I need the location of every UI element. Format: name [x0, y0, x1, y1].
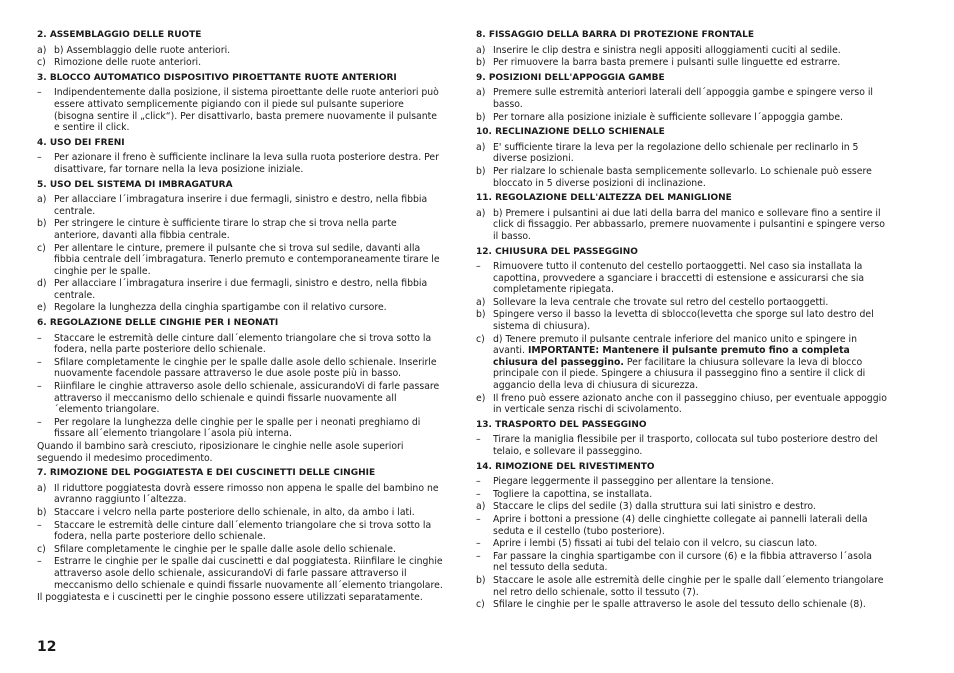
list-item-text: Aprire i lembi (5) fissati ai tubi del telaio con il velcro, su ciascun lato. — [493, 538, 818, 550]
list-marker: c) — [476, 599, 485, 611]
list-item — [476, 57, 888, 69]
list-marker: – — [37, 332, 42, 344]
list-item — [476, 208, 888, 243]
list-item-text: Far passare la cinghia spartigambe con il cursore (6) e la fibbia attraverso l´asola nel tessuto della seduta. — [493, 550, 872, 574]
list-item-text: Staccare le estremità delle cinture dall´elemento triangolare che si trova sotto la fodera, nella parte posteriore dello schienale. — [54, 519, 432, 543]
list-marker: – — [476, 538, 481, 550]
list-item-text: Per tornare alla posizione iniziale è sufficiente sollevare l´appoggia gambe. — [493, 111, 843, 123]
list-marker: c) — [476, 333, 485, 345]
list-marker: a) — [476, 207, 486, 219]
list-item — [476, 538, 888, 550]
list-item-text: Inserire le clip destra e sinistra negli appositi alloggiamenti cuciti al sedile. — [493, 44, 841, 56]
left-column — [37, 30, 443, 608]
list-item-text: Aprire i bottoni a pressione (4) delle cinghiette collegate ai pannelli laterali della seduta e il cestello (tubo posteriore). — [493, 513, 868, 537]
list-item — [476, 514, 888, 537]
list-marker: – — [37, 519, 42, 531]
list-item-text: Riinfilare le cinghie attraverso asole dello schienale, assicurandoVi di farle passare attraverso il meccanismo dello schienale e quindi fissarle nuovamente all´elemento triangolare. — [54, 381, 440, 416]
list-marker: d) — [37, 278, 47, 290]
list-item-text: Estrarre le cinghie per le spalle dai cuscinetti e dal poggiatesta. Riinfilare le cinghie attraverso asole dello schienale, assicurandoVi di farle passare attraverso il meccanismo dello schienale e quindi fissarle nuovamente all´elemento triangolare. — [54, 556, 443, 591]
section-title: 9. POSIZIONI DELL'APPOGGIA GAMBE — [476, 72, 665, 83]
list-marker: b) — [476, 574, 486, 586]
list-marker: a) — [476, 501, 486, 513]
list-item — [476, 489, 888, 501]
section-title: 7. RIMOZIONE DEL POGGIATESTA E DEI CUSCINETTI DELLE CINGHIE — [37, 468, 376, 479]
list-marker: a) — [37, 194, 47, 206]
section-title: 4. USO DEI FRENI — [37, 137, 125, 148]
list-item — [37, 333, 443, 356]
list-item-text: Staccare le asole alle estremità delle cinghie per le spalle dall´elemento triangolare nel retro dello schienale, sotto il tessuto (7). — [493, 574, 884, 598]
right-column — [476, 30, 888, 615]
section-title: 13. TRASPORTO DEL PASSEGGINO — [476, 419, 647, 430]
list-marker: a) — [476, 44, 486, 56]
section-title: 5. USO DEL SISTEMA DI IMBRAGATURA — [37, 179, 233, 190]
list-item-text: E' sufficiente tirare la leva per la regolazione dello schienale per reclinarlo in 5 diverse posizioni. — [493, 141, 859, 165]
section-13-trasporto-del-passeggino — [476, 420, 888, 458]
list-marker: b) — [37, 218, 47, 230]
list-item — [37, 87, 443, 133]
section-5-uso-del-sistema-di-imbragatura — [37, 180, 443, 315]
list-marker: c) — [37, 57, 46, 69]
list-item — [476, 309, 888, 332]
list-marker: – — [37, 356, 42, 368]
list-item-text: Sfilare completamente le cinghie per le spalle dalle asole dello schienale. Inserirle nuovamente facendole passare attraverso le due asole poste più in basso. — [54, 356, 437, 380]
list-marker: e) — [476, 392, 486, 404]
section-7-rimozione-del-poggiatesta-e-dei-cuscin — [37, 468, 443, 604]
section-2-assemblaggio-delle-ruote — [37, 30, 443, 69]
section-6-regolazione-delle-cinghie-per-i-neonat — [37, 318, 443, 464]
list-marker: a) — [476, 296, 486, 308]
list-item-text: Sfilare le cinghie per le spalle attraverso le asole del tessuto dello schienale (8). — [493, 599, 866, 611]
list-item-text — [493, 334, 888, 392]
list-marker: c) — [37, 543, 46, 555]
list-item-text: Per stringere le cinture è sufficiente tirare lo strap che si trova nella parte anteriore, davanti alla fibbia centrale. — [54, 218, 397, 241]
paragraph: Il poggiatesta e i cuscinetti per le cinghie possono essere utilizzati separatamente. — [37, 592, 423, 604]
list-item — [476, 599, 888, 611]
list-item — [37, 556, 443, 591]
list-item-text: Indipendentemente dalla posizione, il sistema piroettante delle ruote anteriori può essere attivato semplicemente pigiando con il piede sul pulsante superiore (bisogna sentire il „click“). Per disattivarlo, basta premere nuovamente il pulsante e sentire il click. — [54, 87, 439, 134]
list-item — [476, 142, 888, 165]
list-item — [37, 152, 443, 175]
section-9-posizioni-dell-appoggia-gambe — [476, 73, 888, 123]
section-title: 11. REGOLAZIONE DELL'ALTEZZA DEL MANIGLIONE — [476, 193, 732, 204]
list-item-text: Piegare leggermente il passeggino per allentare la tensione. — [493, 476, 774, 488]
list-item-text: Staccare le clips del sedile (3) dalla struttura sui lati sinistro e destro. — [493, 501, 816, 513]
list-marker: b) — [476, 57, 486, 69]
list-item — [37, 483, 443, 506]
section-title: 10. RECLINAZIONE DELLO SCHIENALE — [476, 127, 665, 138]
section-title: 8. FISSAGGIO DELLA BARRA DI PROTEZIONE FRONTALE — [476, 30, 755, 40]
list-marker: b) — [37, 506, 47, 518]
important-note: IMPORTANTE: Mantenere il pulsante premuto fino a completa chiusura del passeggino. — [493, 345, 850, 368]
list-item-text: Per regolare la lunghezza delle cinghie per le spalle per i neonati preghiamo di fissare all´elemento triangolare l´asola più interna. — [54, 416, 421, 440]
list-marker: c) — [37, 242, 46, 254]
list-item — [37, 544, 443, 556]
text-run: d) Tenere premuto il pulsante centrale inferiore del manico unito e spingere in avanti. — [493, 333, 858, 357]
section-11-regolazione-dell-altezza-del-maniglio — [476, 193, 888, 242]
list-marker: a) — [37, 482, 47, 494]
list-marker: b) — [476, 165, 486, 177]
text-run: Per facilitare la chiusura sollevare la leva di blocco principale con il piede. Spingere a chiusura il passeggino fino a sentire il click di aggancio della leva di chiusura di sicurezza. — [493, 356, 866, 392]
section-title: 2. ASSEMBLAGGIO DELLE RUOTE — [37, 30, 202, 40]
list-marker: a) — [476, 141, 486, 153]
list-item-text: Rimozione delle ruote anteriori. — [54, 57, 202, 69]
list-item — [37, 357, 443, 380]
list-marker: a) — [476, 87, 486, 99]
list-item — [476, 551, 888, 574]
section-3-blocco-automatico-dispositivo-piroetta — [37, 73, 443, 134]
list-marker: – — [476, 476, 481, 488]
list-marker: – — [37, 152, 42, 164]
page-number: 12 — [37, 639, 57, 655]
list-item — [476, 501, 888, 513]
list-marker: – — [37, 87, 42, 99]
list-item — [37, 417, 443, 440]
list-item — [476, 297, 888, 309]
list-item-text: b) Assemblaggio delle ruote anteriori. — [54, 44, 231, 56]
list-item — [476, 434, 888, 457]
list-item — [37, 57, 443, 69]
section-title: 14. RIMOZIONE DEL RIVESTIMENTO — [476, 461, 655, 472]
list-item — [476, 112, 888, 124]
list-marker: – — [37, 381, 42, 393]
section-14-rimozione-del-rivestimento — [476, 462, 888, 611]
list-marker: b) — [476, 111, 486, 123]
list-item — [37, 194, 443, 217]
list-item — [476, 476, 888, 488]
section-10-reclinazione-dello-schienale — [476, 127, 888, 189]
list-item-text: Togliere la capottina, se installata. — [493, 488, 653, 500]
list-item-text: b) Premere i pulsantini ai due lati della barra del manico e sollevare fino a sentire il click di fissaggio. Per abbassarlo, premere nuovamente i pulsantini e spingere verso il basso. — [493, 207, 885, 242]
list-item-text: Premere sulle estremità anteriori laterali dell´appoggia gambe e spingere verso il basso. — [493, 87, 874, 110]
list-marker: b) — [476, 309, 486, 321]
list-item-text: Per rimuovere la barra basta premere i pulsanti sulle linguette ed estrarre. — [493, 57, 841, 69]
list-marker: e) — [37, 302, 47, 314]
list-item-text: Per allentare le cinture, premere il pulsante che si trova sul sedile, davanti alla fibbia centrale dell´imbragatura. Tenerlo premuto e contemporaneamente tirare le cinghie per le spalle. — [54, 242, 440, 277]
list-item-text: Tirare la maniglia flessibile per il trasporto, collocata sul tubo posteriore destro del telaio, e sollevare il passeggino. — [493, 434, 878, 457]
section-title: 6. REGOLAZIONE DELLE CINGHIE PER I NEONATI — [37, 318, 279, 329]
list-marker: – — [476, 488, 481, 500]
list-marker: – — [37, 416, 42, 428]
list-item-text: Staccare le estremità delle cinture dall´elemento triangolare che si trova sotto la fodera, nella parte posteriore dello schienale. — [54, 332, 432, 356]
list-item — [37, 302, 443, 314]
list-item-text: Per allacciare l´imbragatura inserire i due fermagli, sinistro e destro, nella fibbia centrale. — [54, 194, 428, 217]
section-12-chiusura-del-passeggino — [476, 247, 888, 416]
list-item — [476, 166, 888, 189]
list-item — [37, 243, 443, 278]
list-item — [476, 87, 888, 110]
list-item — [476, 261, 888, 296]
list-item-text: Per allacciare l´imbragatura inserire i due fermagli, sinistro e destro, nella fibbia centrale. — [54, 278, 428, 301]
list-marker: – — [476, 550, 481, 562]
list-item — [476, 45, 888, 57]
list-marker: a) — [37, 44, 47, 56]
list-item — [476, 393, 888, 416]
section-4-uso-dei-freni — [37, 138, 443, 176]
section-8-fissaggio-della-barra-di-protezione-fr — [476, 30, 888, 69]
list-item-text: Sollevare la leva centrale che trovate sul retro del cestello portaoggetti. — [493, 296, 829, 308]
list-item-text: Il freno può essere azionato anche con il passeggino chiuso, per eventuale appoggio in verticale senza rischi di scivolamento. — [493, 392, 887, 416]
list-item — [37, 507, 443, 519]
list-item — [37, 45, 443, 57]
list-marker: – — [476, 434, 481, 446]
list-item — [37, 381, 443, 416]
list-item-text: Per azionare il freno è sufficiente inclinare la leva sulla ruota posteriore destra. Per disattivare, far tornare nella la leva posizione iniziale. — [54, 152, 439, 175]
list-marker: – — [476, 261, 481, 273]
list-item — [37, 218, 443, 241]
list-marker: – — [37, 556, 42, 568]
list-item — [476, 334, 888, 392]
section-title: 3. BLOCCO AUTOMATICO DISPOSITIVO PIROETTANTE RUOTE ANTERIORI — [37, 72, 397, 83]
list-item-text: Regolare la lunghezza della cinghia spartigambe con il relativo cursore. — [54, 302, 387, 314]
list-item-text: Staccare i velcro nella parte posteriore dello schienale, in alto, da ambo i lati. — [54, 506, 415, 518]
list-item-text: Rimuovere tutto il contenuto del cestello portaoggetti. Nel caso sia installata la capottina, provvedere a sganciare i braccetti di estensione e assicurarsi che sia completamente ripiegata. — [493, 261, 865, 296]
list-item — [476, 575, 888, 598]
list-item-text: Sfilare completamente le cinghie per le spalle dalle asole dello schienale. — [54, 543, 396, 555]
list-item — [37, 278, 443, 301]
list-item-text: Spingere verso il basso la levetta di sblocco(levetta che sporge sul lato destro del sistema di chiusura). — [493, 309, 874, 333]
list-marker: – — [476, 513, 481, 525]
list-item-text: Il riduttore poggiatesta dovrà essere rimosso non appena le spalle del bambino ne avranno raggiunto l´altezza. — [54, 482, 439, 506]
paragraph: Quando il bambino sarà cresciuto, riposizionare le cinghie nelle asole superiori seguendo il medesimo procedimento. — [37, 441, 404, 464]
section-title: 12. CHIUSURA DEL PASSEGGINO — [476, 246, 638, 257]
list-item-text: Per rialzare lo schienale basta semplicemente sollevarlo. Lo schienale può essere bloccato in 5 diverse posizioni di inclinazione. — [493, 165, 872, 189]
list-item — [37, 520, 443, 543]
